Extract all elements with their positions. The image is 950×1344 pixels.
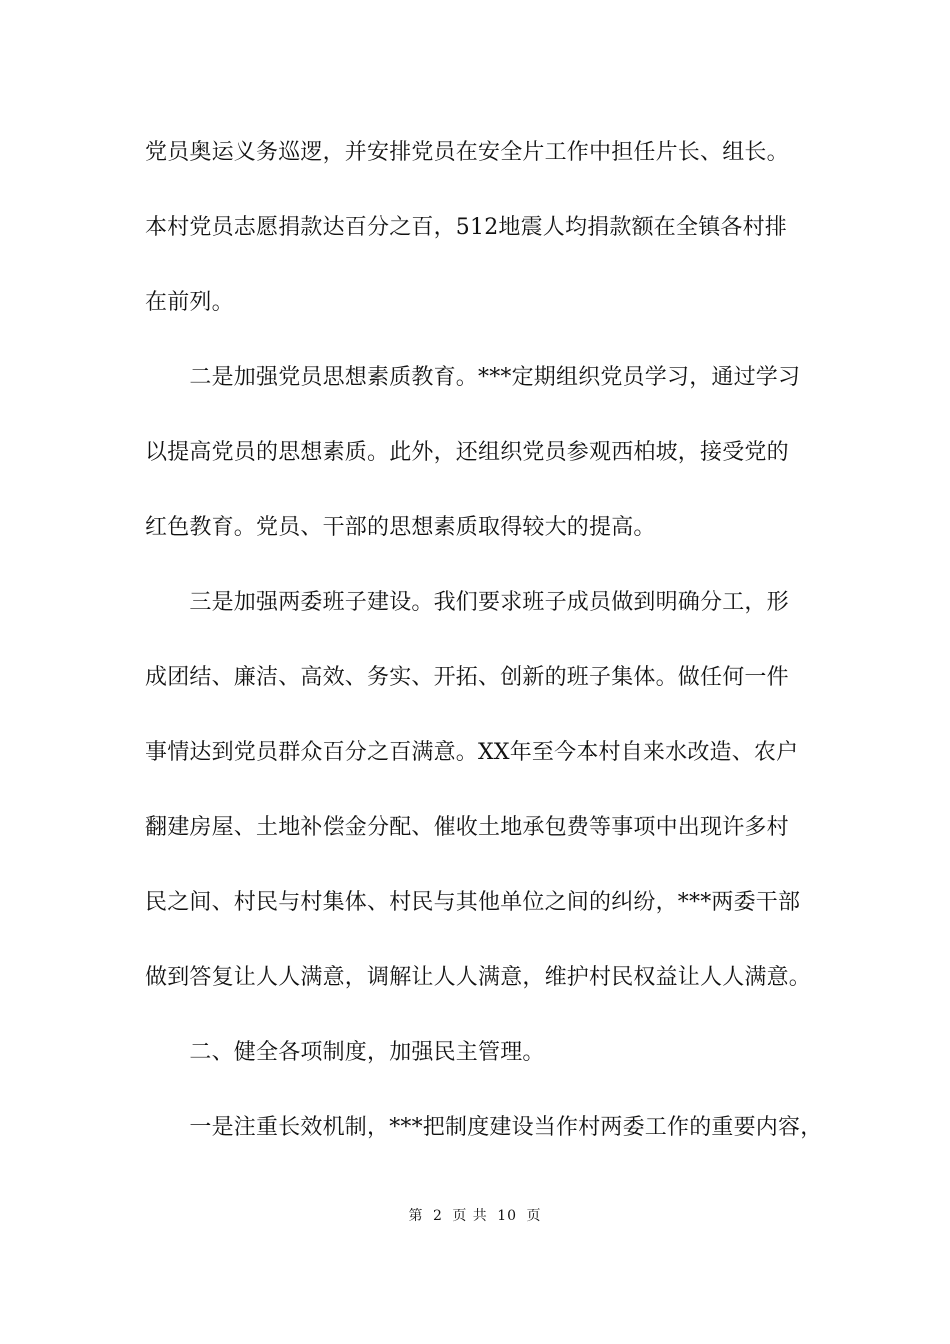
text-line: 三是加强两委班子建设。我们要求班子成员做到明确分工，形 [145, 590, 789, 615]
footer-middle: 页 共 [452, 1208, 488, 1224]
text-line: 一是注重长效机制，***把制度建设当作村两委工作的重要内容， [145, 1115, 823, 1140]
text-line: 本村党员志愿捐款达百分之百，512地震人均捐款额在全镇各村排 [145, 215, 787, 240]
text-line: 事情达到党员群众百分之百满意。XX年至今本村自来水改造、农户 [145, 740, 799, 765]
text-line: 党员奥运义务巡逻，并安排党员在安全片工作中担任片长、组长。 [145, 140, 789, 165]
text-line: 翻建房屋、土地补偿金分配、催收土地承包费等事项中出现许多村 [145, 815, 789, 840]
footer-prefix: 第 [408, 1208, 424, 1224]
text-line: 在前列。 [145, 290, 234, 315]
text-line: 以提高党员的思想素质。此外，还组织党员参观西柏坡，接受党的 [145, 440, 789, 465]
footer-current-page: 2 [432, 1208, 443, 1224]
section-heading: 二、健全各项制度，加强民主管理。 [145, 1040, 545, 1065]
footer-total-pages: 10 [497, 1208, 518, 1224]
text-line: 成团结、廉洁、高效、务实、开拓、创新的班子集体。做任何一件 [145, 665, 789, 690]
footer-suffix: 页 [526, 1208, 542, 1224]
text-line: 做到答复让人人满意，调解让人人满意，维护村民权益让人人满意。 [145, 965, 812, 990]
text-line: 红色教育。党员、干部的思想素质取得较大的提高。 [145, 515, 656, 540]
page-footer [0, 1206, 950, 1226]
text-line: 二是加强党员思想素质教育。***定期组织党员学习，通过学习 [145, 365, 801, 390]
text-line: 民之间、村民与村集体、村民与其他单位之间的纠纷，***两委干部 [145, 890, 801, 915]
